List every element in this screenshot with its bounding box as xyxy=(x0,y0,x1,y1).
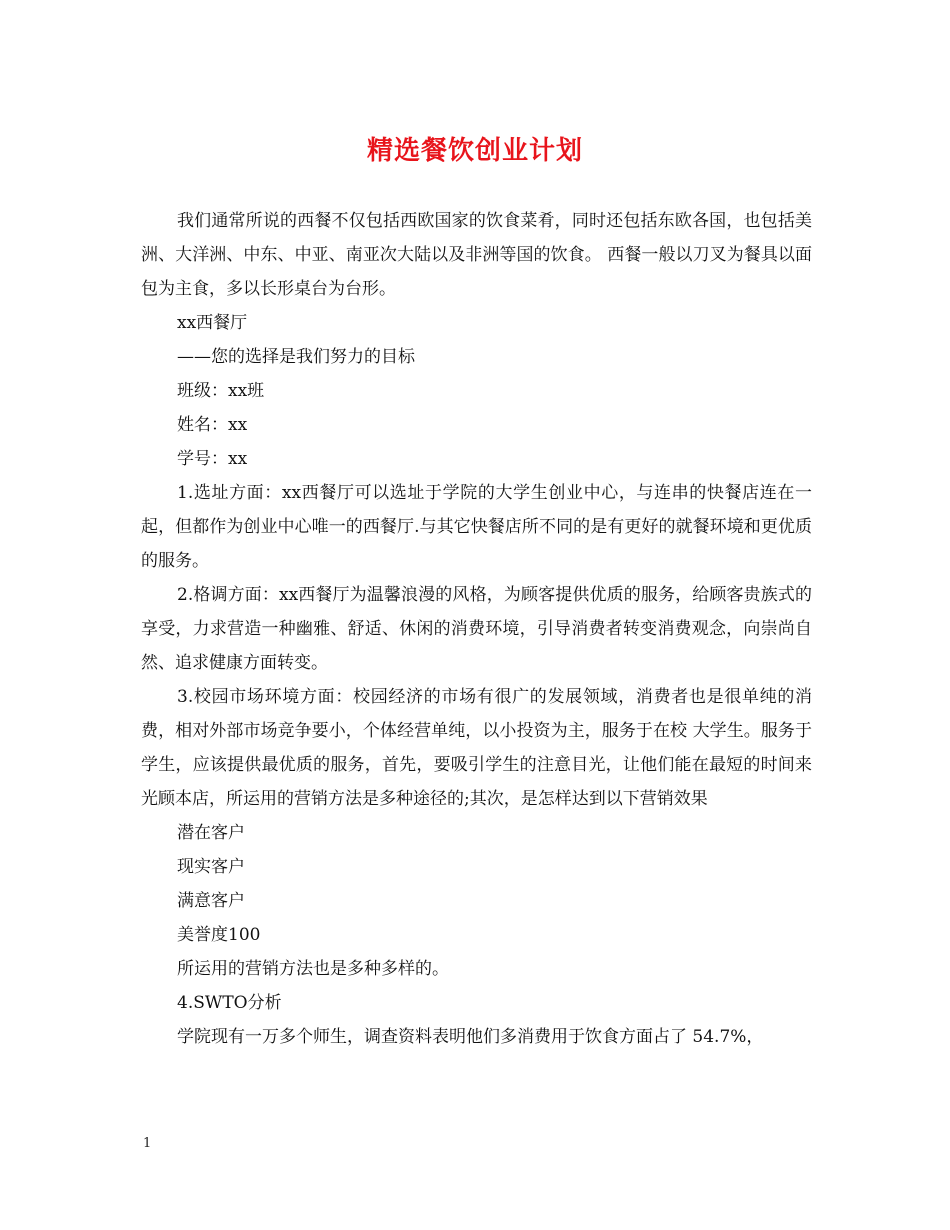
paragraph-methods: 所运用的营销方法也是多种多样的。 xyxy=(177,959,449,979)
page-number: 1 xyxy=(143,1136,152,1151)
document-title: 精选餐饮创业计划 xyxy=(366,136,583,166)
document-body xyxy=(141,204,812,1054)
paragraph-style: 2.格调方面：xx西餐厅为温馨浪漫的风格，为顾客提供优质的服务，给顾客贵族式的享受，力求营造一种幽雅、舒适、休闲的消费环境，引导消费者转变消费观念，向崇尚自然、追求健康方面转变。 xyxy=(141,585,812,673)
name-line: 姓名：xx xyxy=(177,415,248,435)
list-item: 现实客户 xyxy=(177,857,245,877)
paragraph-location: 1.选址方面：xx西餐厅可以选址于学院的大学生创业中心，与连串的快餐店连在一起，但都作为创业中心唯一的西餐厅.与其它快餐店所不同的是有更好的就餐环境和更优质的服务。 xyxy=(141,483,812,571)
slogan: ——您的选择是我们努力的目标 xyxy=(177,347,415,367)
list-item: 潜在客户 xyxy=(177,823,245,843)
restaurant-name: xx西餐厅 xyxy=(177,313,248,333)
section-heading-swto: 4.SWTO分析 xyxy=(177,993,282,1013)
student-id-line: 学号：xx xyxy=(177,449,248,469)
paragraph-intro: 我们通常所说的西餐不仅包括西欧国家的饮食菜肴，同时还包括东欧各国，也包括美洲、大洋洲、中东、中亚、南亚次大陆以及非洲等国的饮食。 西餐一般以刀叉为餐具以面包为主食，多以长形桌台为台形。 xyxy=(141,211,812,299)
list-item: 满意客户 xyxy=(177,891,245,911)
list-item: 美誉度100 xyxy=(177,925,261,945)
class-line: 班级：xx班 xyxy=(177,381,265,401)
paragraph-market: 3.校园市场环境方面：校园经济的市场有很广的发展领域，消费者也是很单纯的消费，相对外部市场竞争要小，个体经营单纯，以小投资为主，服务于在校 大学生。服务于学生，应该提供最优质的服务，首先，要吸引学生的注意目光，让他们能在最短的时间来光顾本店，所运用的营销方法是多种途径的;其次，是怎样达到以下营销效果 xyxy=(141,687,812,809)
paragraph-survey: 学院现有一万多个师生，调查资料表明他们多消费用于饮食方面占了 54.7%， xyxy=(177,1027,764,1047)
